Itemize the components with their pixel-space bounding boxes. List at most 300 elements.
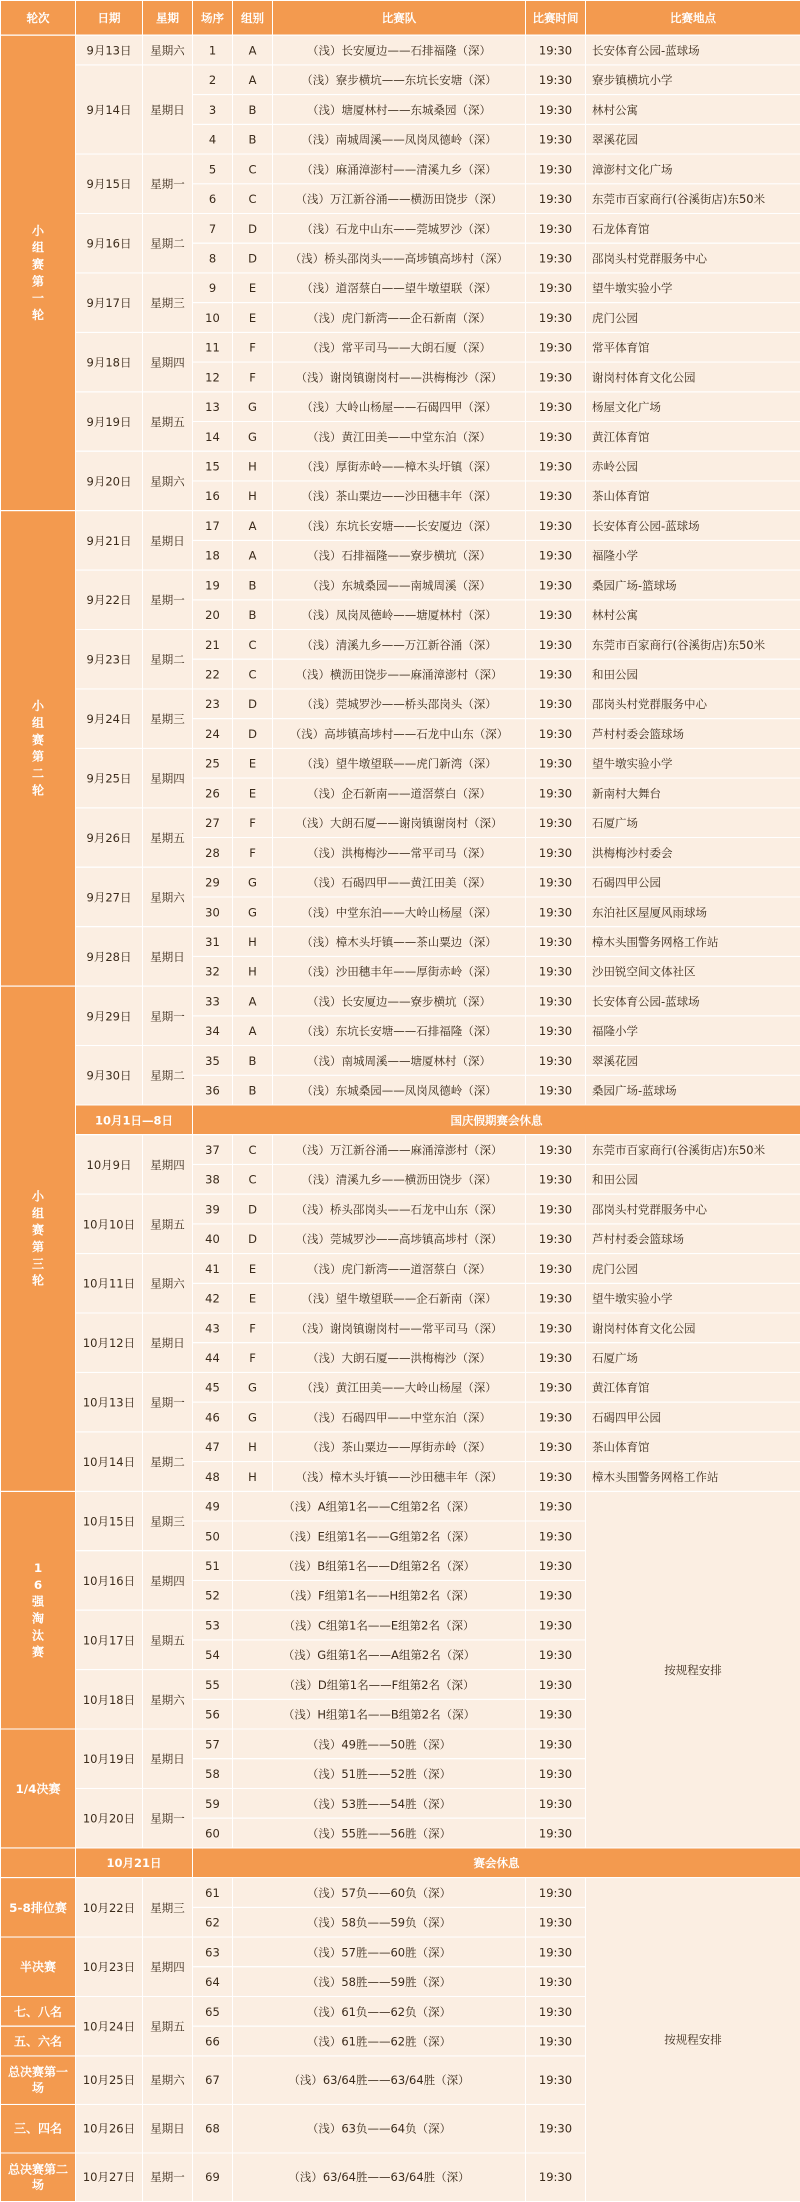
match-venue: 石碣四甲公园 <box>586 867 800 897</box>
match-group: B <box>233 600 273 630</box>
match-venue: 桑园广场-篮球场 <box>586 570 800 600</box>
match-teams: （浅）莞城罗沙——桥头邵岗头（深） <box>273 689 526 719</box>
match-row <box>1 1135 800 1165</box>
match-venue: 黄江体育馆 <box>586 421 800 451</box>
match-row <box>1 65 800 95</box>
match-group: B <box>233 1075 273 1105</box>
match-row <box>1 1372 800 1402</box>
match-venue: 和田公园 <box>586 659 800 689</box>
match-date: 10月10日 <box>76 1194 143 1253</box>
match-time: 19:30 <box>526 1878 586 1908</box>
match-teams: （浅）石碣四甲——黄江田美（深） <box>273 867 526 897</box>
match-group: E <box>233 1283 273 1313</box>
match-weekday: 星期四 <box>143 748 193 807</box>
match-time: 19:30 <box>526 956 586 986</box>
match-group: C <box>233 659 273 689</box>
match-time: 19:30 <box>526 1967 586 1997</box>
match-row <box>1 748 800 778</box>
match-group: B <box>233 570 273 600</box>
match-teams: （浅）58胜——59胜（深） <box>233 1967 526 1997</box>
match-venue: 和田公园 <box>586 1164 800 1194</box>
match-date: 9月19日 <box>76 392 143 451</box>
match-time: 19:30 <box>526 927 586 957</box>
match-weekday: 星期六 <box>143 1254 193 1313</box>
round-cell <box>1 2026 76 2056</box>
match-time: 19:30 <box>526 1610 586 1640</box>
match-venue: 邵岗头村党群服务中心 <box>586 689 800 719</box>
match-teams: （浅）万江新谷涌——麻涌漳澎村（深） <box>273 1135 526 1165</box>
match-venue: 东泊社区屋厦风雨球场 <box>586 897 800 927</box>
match-venue: 望牛墩实验小学 <box>586 273 800 303</box>
header-date: 日期 <box>76 0 143 35</box>
match-time: 19:30 <box>526 243 586 273</box>
match-row <box>1 1313 800 1343</box>
match-weekday: 星期一 <box>143 986 193 1045</box>
match-time: 19:30 <box>526 35 586 65</box>
match-row <box>1 273 800 303</box>
match-time: 19:30 <box>526 808 586 838</box>
match-teams: （浅）G组第1名——A组第2名（深） <box>233 1640 526 1670</box>
match-group: H <box>233 451 273 481</box>
match-time: 19:30 <box>526 1194 586 1224</box>
match-teams: （浅）61胜——62胜（深） <box>233 2026 526 2056</box>
match-teams: （浅）东城桑园——凤岗凤德岭（深） <box>273 1075 526 1105</box>
match-time: 19:30 <box>526 154 586 184</box>
match-time: 19:30 <box>526 689 586 719</box>
match-time: 19:30 <box>526 1759 586 1789</box>
header-row <box>1 0 800 35</box>
match-venue: 翠溪花园 <box>586 124 800 154</box>
match-group: C <box>233 184 273 214</box>
match-teams: （浅）虎门新湾——道滘蔡白（深） <box>273 1254 526 1284</box>
match-venue: 杨屋文化广场 <box>586 392 800 422</box>
match-weekday: 星期日 <box>143 511 193 570</box>
match-teams: （浅）谢岗镇谢岗村——洪梅梅沙（深） <box>273 362 526 392</box>
match-teams: （浅）茶山粟边——沙田穗丰年（深） <box>273 481 526 511</box>
header-round: 轮次 <box>1 0 76 35</box>
match-teams: （浅）58负——59负（深） <box>233 1907 526 1937</box>
header-time: 比赛时间 <box>526 0 586 35</box>
match-venue: 赤岭公园 <box>586 451 800 481</box>
match-date: 10月25日 <box>76 2056 143 2105</box>
match-teams: （浅）C组第1名——E组第2名（深） <box>233 1610 526 1640</box>
match-venue: 常平体育馆 <box>586 332 800 362</box>
match-date: 9月16日 <box>76 213 143 272</box>
match-group: F <box>233 1343 273 1373</box>
match-weekday: 星期四 <box>143 332 193 391</box>
match-group: A <box>233 511 273 541</box>
match-time: 19:30 <box>526 1135 586 1165</box>
match-venue: 茶山体育馆 <box>586 1432 800 1462</box>
match-group: B <box>233 124 273 154</box>
match-time: 19:30 <box>526 1283 586 1313</box>
knockout-row <box>1 1491 800 1521</box>
match-no: 36 <box>193 1075 233 1105</box>
match-weekday: 星期一 <box>143 2153 193 2202</box>
match-teams: （浅）A组第1名——C组第2名（深） <box>233 1491 526 1521</box>
match-venue: 邵岗头村党群服务中心 <box>586 243 800 273</box>
match-teams: （浅）57胜——60胜（深） <box>233 1937 526 1967</box>
match-no: 12 <box>193 362 233 392</box>
match-venue: 芦村村委会篮球场 <box>586 1224 800 1254</box>
match-date: 9月14日 <box>76 65 143 154</box>
round-cell <box>1 1937 76 1996</box>
match-teams: （浅）厚街赤岭——樟木头圩镇（深） <box>273 451 526 481</box>
match-group: G <box>233 1372 273 1402</box>
match-venue: 长安体育公园-蓝球场 <box>586 35 800 65</box>
match-row <box>1 213 800 243</box>
match-time: 19:30 <box>526 1164 586 1194</box>
match-teams: （浅）55胜——56胜（深） <box>233 1818 526 1848</box>
match-teams: （浅）63负——64负（深） <box>233 2104 526 2153</box>
match-time: 19:30 <box>526 1907 586 1937</box>
match-weekday: 星期日 <box>143 1313 193 1372</box>
rest-row <box>1 1848 800 1878</box>
match-row <box>1 392 800 422</box>
header-teams: 比赛队 <box>273 0 526 35</box>
match-row <box>1 35 800 65</box>
header-match-no: 场序 <box>193 0 233 35</box>
round-label: 小组赛第一轮 <box>31 223 44 322</box>
round-cell <box>1 1878 76 1937</box>
venue-tbd: 按规程安排 <box>586 1491 800 1848</box>
match-time: 19:30 <box>526 1996 586 2026</box>
match-date: 10月19日 <box>76 1729 143 1788</box>
match-time: 19:30 <box>526 2026 586 2056</box>
match-teams: （浅）横沥田饶步——麻涌漳澎村（深） <box>273 659 526 689</box>
match-venue: 谢岗村体育文化公园 <box>586 1313 800 1343</box>
match-no: 54 <box>193 1640 233 1670</box>
match-time: 19:30 <box>526 273 586 303</box>
match-date: 10月20日 <box>76 1788 143 1847</box>
match-group: G <box>233 897 273 927</box>
match-group: C <box>233 1164 273 1194</box>
match-date: 9月18日 <box>76 332 143 391</box>
match-no: 59 <box>193 1788 233 1818</box>
match-teams: （浅）61负——62负（深） <box>233 1996 526 2026</box>
match-no: 32 <box>193 956 233 986</box>
match-weekday: 星期三 <box>143 1491 193 1550</box>
match-date: 10月18日 <box>76 1670 143 1729</box>
match-weekday: 星期六 <box>143 451 193 510</box>
match-time: 19:30 <box>526 1580 586 1610</box>
match-no: 13 <box>193 392 233 422</box>
match-row <box>1 689 800 719</box>
match-teams: （浅）南城周溪——塘厦林村（深） <box>273 1046 526 1076</box>
match-no: 17 <box>193 511 233 541</box>
match-group: E <box>233 273 273 303</box>
match-time: 19:30 <box>526 1551 586 1581</box>
match-no: 57 <box>193 1729 233 1759</box>
match-venue: 新南村大舞台 <box>586 778 800 808</box>
match-group: D <box>233 1194 273 1224</box>
match-row <box>1 927 800 957</box>
match-time: 19:30 <box>526 65 586 95</box>
match-no: 16 <box>193 481 233 511</box>
match-group: D <box>233 1224 273 1254</box>
match-no: 20 <box>193 600 233 630</box>
rest-text: 赛会休息 <box>193 1848 800 1878</box>
match-no: 67 <box>193 2056 233 2105</box>
match-time: 19:30 <box>526 1224 586 1254</box>
match-group: F <box>233 838 273 868</box>
holiday-row <box>1 1105 800 1135</box>
match-venue: 翠溪花园 <box>586 1046 800 1076</box>
match-row <box>1 511 800 541</box>
round-cell <box>1 35 76 510</box>
match-date: 10月24日 <box>76 1996 143 2055</box>
match-weekday: 星期四 <box>143 1135 193 1194</box>
match-teams: （浅）寮步横坑——东坑长安塘（深） <box>273 65 526 95</box>
round-cell <box>1 2104 76 2153</box>
match-weekday: 星期六 <box>143 1670 193 1729</box>
match-date: 9月27日 <box>76 867 143 926</box>
round-label: 七、八名 <box>13 2004 62 2019</box>
match-date: 9月26日 <box>76 808 143 867</box>
match-group: H <box>233 1432 273 1462</box>
match-venue: 漳澎村文化广场 <box>586 154 800 184</box>
match-weekday: 星期二 <box>143 1046 193 1105</box>
match-venue: 樟木头围警务网格工作站 <box>586 927 800 957</box>
match-venue: 虎门公园 <box>586 303 800 333</box>
match-teams: （浅）大朗石厦——谢岗镇谢岗村（深） <box>273 808 526 838</box>
match-no: 30 <box>193 897 233 927</box>
match-date: 9月20日 <box>76 451 143 510</box>
match-weekday: 星期六 <box>143 2056 193 2105</box>
match-no: 48 <box>193 1462 233 1492</box>
match-weekday: 星期六 <box>143 35 193 65</box>
match-time: 19:30 <box>526 1937 586 1967</box>
match-venue: 东莞市百家商行(谷溪街店)东50米 <box>586 629 800 659</box>
match-date: 9月23日 <box>76 629 143 688</box>
header-group: 组别 <box>233 0 273 35</box>
match-weekday: 星期三 <box>143 1878 193 1937</box>
match-weekday: 星期五 <box>143 808 193 867</box>
match-teams: （浅）大朗石厦——洪梅梅沙（深） <box>273 1343 526 1373</box>
match-group: F <box>233 362 273 392</box>
match-time: 19:30 <box>526 184 586 214</box>
match-no: 4 <box>193 124 233 154</box>
match-no: 19 <box>193 570 233 600</box>
match-weekday: 星期日 <box>143 2104 193 2153</box>
match-date: 10月16日 <box>76 1551 143 1610</box>
match-weekday: 星期五 <box>143 1194 193 1253</box>
match-date: 10月13日 <box>76 1372 143 1431</box>
match-teams: （浅）49胜——50胜（深） <box>233 1729 526 1759</box>
match-no: 14 <box>193 421 233 451</box>
match-time: 19:30 <box>526 1432 586 1462</box>
match-group: A <box>233 35 273 65</box>
match-group: H <box>233 956 273 986</box>
match-teams: （浅）万江新谷涌——横沥田饶步（深） <box>273 184 526 214</box>
match-teams: （浅）53胜——54胜（深） <box>233 1788 526 1818</box>
match-date: 10月15日 <box>76 1491 143 1550</box>
match-teams: （浅）63/64胜——63/64胜（深） <box>233 2056 526 2105</box>
match-weekday: 星期六 <box>143 867 193 926</box>
match-weekday: 星期三 <box>143 273 193 332</box>
match-teams: （浅）东坑长安塘——石排福隆（深） <box>273 1016 526 1046</box>
match-teams: （浅）长安厦边——石排福隆（深） <box>273 35 526 65</box>
match-no: 11 <box>193 332 233 362</box>
match-time: 19:30 <box>526 778 586 808</box>
match-venue: 寮步镇横坑小学 <box>586 65 800 95</box>
match-venue: 林村公寓 <box>586 600 800 630</box>
match-no: 26 <box>193 778 233 808</box>
match-time: 19:30 <box>526 1521 586 1551</box>
match-date: 10月12日 <box>76 1313 143 1372</box>
round-cell <box>1 986 76 1491</box>
match-no: 38 <box>193 1164 233 1194</box>
match-group: H <box>233 1462 273 1492</box>
match-group: D <box>233 719 273 749</box>
match-teams: （浅）51胜——52胜（深） <box>233 1759 526 1789</box>
match-venue: 福隆小学 <box>586 1016 800 1046</box>
match-group: C <box>233 154 273 184</box>
match-time: 19:30 <box>526 1491 586 1521</box>
match-teams: （浅）H组第1名——B组第2名（深） <box>233 1699 526 1729</box>
match-no: 43 <box>193 1313 233 1343</box>
match-weekday: 星期二 <box>143 213 193 272</box>
match-no: 55 <box>193 1670 233 1700</box>
match-no: 18 <box>193 540 233 570</box>
round-cell <box>1 1996 76 2026</box>
match-venue: 邵岗头村党群服务中心 <box>586 1194 800 1224</box>
match-time: 19:30 <box>526 748 586 778</box>
match-teams: （浅）东坑长安塘——长安厦边（深） <box>273 511 526 541</box>
match-time: 19:30 <box>526 897 586 927</box>
match-time: 19:30 <box>526 1640 586 1670</box>
match-no: 31 <box>193 927 233 957</box>
match-time: 19:30 <box>526 1254 586 1284</box>
match-no: 63 <box>193 1937 233 1967</box>
match-row <box>1 808 800 838</box>
match-venue: 东莞市百家商行(谷溪街店)东50米 <box>586 1135 800 1165</box>
match-weekday: 星期二 <box>143 629 193 688</box>
match-time: 19:30 <box>526 570 586 600</box>
match-teams: （浅）黄江田美——中堂东泊（深） <box>273 421 526 451</box>
match-venue: 石碣四甲公园 <box>586 1402 800 1432</box>
match-no: 41 <box>193 1254 233 1284</box>
match-no: 22 <box>193 659 233 689</box>
match-teams: （浅）石碣四甲——中堂东泊（深） <box>273 1402 526 1432</box>
match-date: 9月25日 <box>76 748 143 807</box>
match-teams: （浅）谢岗镇谢岗村——常平司马（深） <box>273 1313 526 1343</box>
match-no: 50 <box>193 1521 233 1551</box>
match-date: 10月27日 <box>76 2153 143 2202</box>
match-date: 10月23日 <box>76 1937 143 1996</box>
match-teams: （浅）63/64胜——63/64胜（深） <box>233 2153 526 2202</box>
header-weekday: 星期 <box>143 0 193 35</box>
match-time: 19:30 <box>526 451 586 481</box>
match-time: 19:30 <box>526 213 586 243</box>
match-no: 23 <box>193 689 233 719</box>
match-time: 19:30 <box>526 421 586 451</box>
match-teams: （浅）樟木头圩镇——茶山粟边（深） <box>273 927 526 957</box>
match-venue: 东莞市百家商行(谷溪街店)东50米 <box>586 184 800 214</box>
match-group: D <box>233 213 273 243</box>
match-time: 19:30 <box>526 1670 586 1700</box>
match-group: B <box>233 95 273 125</box>
match-group: G <box>233 392 273 422</box>
round-label: 小组赛第二轮 <box>31 698 44 797</box>
match-group: A <box>233 65 273 95</box>
match-venue: 谢岗村体育文化公园 <box>586 362 800 392</box>
round-cell <box>1 2056 76 2105</box>
match-no: 42 <box>193 1283 233 1313</box>
match-weekday: 星期一 <box>143 1372 193 1431</box>
match-time: 19:30 <box>526 2104 586 2153</box>
match-no: 9 <box>193 273 233 303</box>
match-time: 19:30 <box>526 1462 586 1492</box>
match-no: 53 <box>193 1610 233 1640</box>
match-weekday: 星期日 <box>143 65 193 154</box>
match-no: 52 <box>193 1580 233 1610</box>
match-weekday: 星期五 <box>143 392 193 451</box>
match-no: 46 <box>193 1402 233 1432</box>
match-time: 19:30 <box>526 986 586 1016</box>
round-label: 总决赛第一场 <box>7 2065 68 2096</box>
match-no: 60 <box>193 1818 233 1848</box>
match-time: 19:30 <box>526 600 586 630</box>
match-no: 3 <box>193 95 233 125</box>
venue-tbd: 按规程安排 <box>586 1878 800 2202</box>
match-teams: （浅）洪梅梅沙——常平司马（深） <box>273 838 526 868</box>
match-group: A <box>233 1016 273 1046</box>
match-time: 19:30 <box>526 838 586 868</box>
match-no: 47 <box>193 1432 233 1462</box>
match-no: 49 <box>193 1491 233 1521</box>
match-group: C <box>233 1135 273 1165</box>
round-cell <box>1 511 76 986</box>
match-group: D <box>233 689 273 719</box>
match-weekday: 星期一 <box>143 1788 193 1847</box>
match-no: 34 <box>193 1016 233 1046</box>
match-no: 29 <box>193 867 233 897</box>
match-venue: 石厦广场 <box>586 808 800 838</box>
match-no: 62 <box>193 1907 233 1937</box>
match-time: 19:30 <box>526 2056 586 2105</box>
match-time: 19:30 <box>526 1046 586 1076</box>
match-weekday: 星期三 <box>143 689 193 748</box>
match-group: D <box>233 243 273 273</box>
match-no: 39 <box>193 1194 233 1224</box>
match-no: 56 <box>193 1699 233 1729</box>
match-date: 10月22日 <box>76 1878 143 1937</box>
round-label: 1/4决赛 <box>15 1781 61 1796</box>
match-date: 9月17日 <box>76 273 143 332</box>
match-time: 19:30 <box>526 1313 586 1343</box>
match-time: 19:30 <box>526 124 586 154</box>
match-venue: 茶山体育馆 <box>586 481 800 511</box>
match-group: G <box>233 421 273 451</box>
match-venue: 福隆小学 <box>586 540 800 570</box>
match-teams: （浅）莞城罗沙——高埗镇高埗村（深） <box>273 1224 526 1254</box>
match-date: 10月9日 <box>76 1135 143 1194</box>
round-label: 5-8排位赛 <box>9 1900 67 1915</box>
match-time: 19:30 <box>526 2153 586 2202</box>
round-label: 半决赛 <box>19 1959 56 1974</box>
match-no: 1 <box>193 35 233 65</box>
match-venue: 桑园广场-蓝球场 <box>586 1075 800 1105</box>
match-weekday: 星期四 <box>143 1551 193 1610</box>
match-no: 15 <box>193 451 233 481</box>
match-time: 19:30 <box>526 1818 586 1848</box>
match-date: 9月24日 <box>76 689 143 748</box>
match-teams: （浅）F组第1名——H组第2名（深） <box>233 1580 526 1610</box>
round-label: 小组赛第三轮 <box>31 1189 44 1288</box>
match-row <box>1 986 800 1016</box>
match-no: 65 <box>193 1996 233 2026</box>
